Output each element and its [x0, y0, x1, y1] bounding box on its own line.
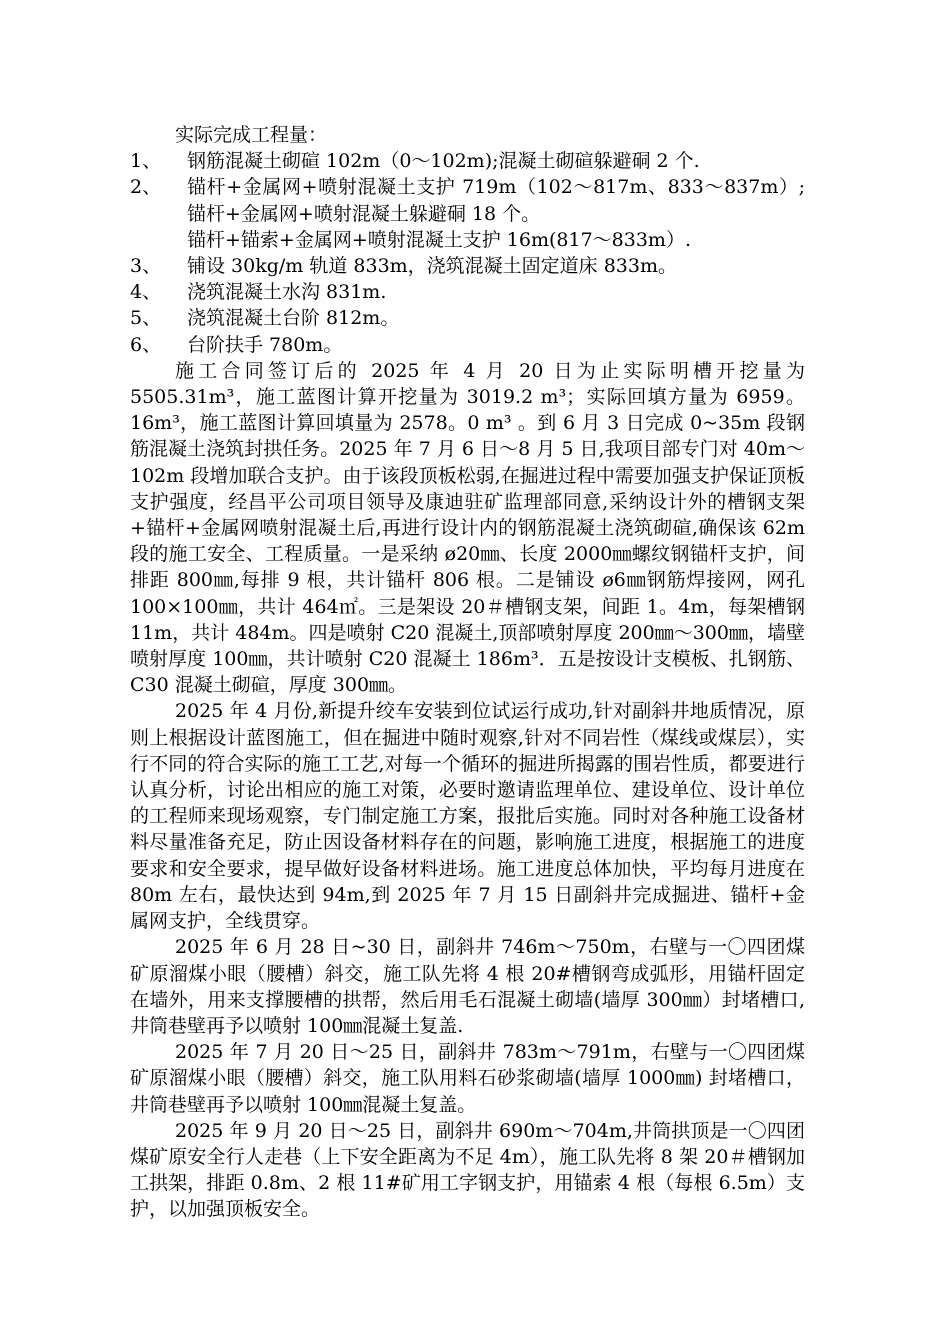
body-paragraph: 2025 年 6 月 28 日~30 日，副斜井 746m～750m，右壁与一〇四团煤矿原溜煤小眼（腰槽）斜交，施工队先将 4 根 20#槽钢弯成弧形，用锚杆固定在墙外，用来支撑腰槽的拱帮，然后用毛石混凝土砌墙(墙厚 300㎜）封堵槽口,井筒巷壁再予以喷射 100㎜混凝土复盖.	[130, 936, 805, 1037]
list-item	[130, 148, 805, 174]
section-heading: 实际完成工程量：	[175, 124, 328, 146]
list-item	[130, 253, 805, 279]
list-item-number: 3、	[130, 255, 162, 278]
list-item-number: 2、	[130, 176, 162, 199]
list-item-number: 5、	[130, 307, 162, 330]
list-item	[130, 174, 805, 226]
list-item-text: 钢筋混凝土砌碹 102m（0～102m);混凝土砌碹躲避硐 2 个.	[187, 150, 700, 173]
list-item	[130, 279, 805, 305]
document-page	[130, 122, 805, 1223]
list-item-text: 台阶扶手 780m。	[187, 333, 343, 356]
body-paragraph: 2025 年 4 月份,新提升绞车安装到位试运行成功,针对副斜井地质情况，原则上根据设计蓝图施工，但在掘进中随时观察,针对不同岩性（煤线或煤层），实行不同的符合实际的施工工艺,对每一个循环的掘进所揭露的围岩性质，都要进行认真分析，讨论出相应的施工对策，必要时邀请监理单位、建设单位、设计单位的工程师来现场观察，专门制定施工方案，报批后实施。同时对各种施工设备材料尽量准备充足，防止因设备材料存在的问题，影响施工进度，根据施工的进度要求和安全要求，提早做好设备材料进场。施工进度总体加快，平均每月进度在 80m 左右，最快达到 94m,到 2025 年 7 月 15 日副斜井完成掘进、锚杆+金属网支护，全线贯穿。	[130, 700, 805, 933]
list-item-number: 1、	[130, 150, 162, 173]
list-item-text: 浇筑混凝土台阶 812m。	[187, 307, 400, 330]
list-item-continuation: 锚杆+锚索+金属网+喷射混凝土支护 16m(817～833m）.	[187, 228, 691, 251]
list-item	[130, 305, 805, 331]
list-item-text: 铺设 30kg/m 轨道 833m，浇筑混凝土固定道床 833m。	[187, 255, 677, 278]
list-item-text: 浇筑混凝土水沟 831m.	[187, 281, 387, 304]
list-item-text: 锚杆+金属网+喷射混凝土支护 719m（102～817m、833～837m）;锚杆+金属网+喷射混凝土躲避硐 18 个。	[187, 176, 805, 225]
body-paragraph: 2025 年 9 月 20 日～25 日，副斜井 690m～704m,井筒拱顶是一〇四团煤矿原安全行人走巷（上下安全距离为不足 4m），施工队先将 8 架 20＃槽钢加工拱架，排距 0.8m、2 根 11#矿用工字钢支护，用锚索 4 根（每根 6.5m）支护，以加强顶板安全。	[130, 1119, 805, 1221]
list-item	[130, 332, 805, 358]
list-item-number: 6、	[130, 333, 162, 356]
body-paragraph: 施工合同签订后的 2025 年 4 月 20 日为止实际明槽开挖量为 5505.31m³，施工蓝图计算开挖量为 3019.2 m³；实际回填方量为 6959。16m³，施工蓝图计算回填量为 2578。0 m³ 。到 6 月 3 日完成 0~35m 段钢筋混凝土浇筑封拱任务。2025 年 7 月 6 日～8 月 5 日,我项目部专门对 40m～102m 段增加联合支护。由于该段顶板松弱,在掘进过程中需要加强支护保证顶板支护强度，经昌平公司项目领导及康迪驻矿监理部同意,采纳设计外的槽钢支架+锚杆+金属网喷射混凝土后,再进行设计内的钢筋混凝土浇筑砌碹,确保该 62m 段的施工安全、工程质量。一是采纳 ø20㎜、长度 2000㎜螺纹钢锚杆支护，间排距 800㎜,每排 9 根，共计锚杆 806 根。二是铺设 ø6㎜钢筋焊接网，网孔 100×100㎜，共计 464㎡。三是架设 20＃槽钢支架，间距 1。4m，每架槽钢 11m，共计 484m。四是喷射 C20 混凝土,顶部喷射厚度 200㎜～300㎜，墙壁喷射厚度 100㎜，共计喷射 C20 混凝土 186m³．五是按设计支模板、扎钢筋、C30 混凝土砌碹，厚度 300㎜。	[130, 359, 805, 697]
body-paragraph: 2025 年 7 月 20 日～25 日，副斜井 783m～791m，右壁与一〇四团煤矿原溜煤小眼（腰槽）斜交，施工队用料石砂浆砌墙(墙厚 1000㎜) 封堵槽口，井筒巷壁再予以喷射 100㎜混凝土复盖。	[130, 1041, 805, 1116]
list-item-number: 4、	[130, 281, 162, 304]
